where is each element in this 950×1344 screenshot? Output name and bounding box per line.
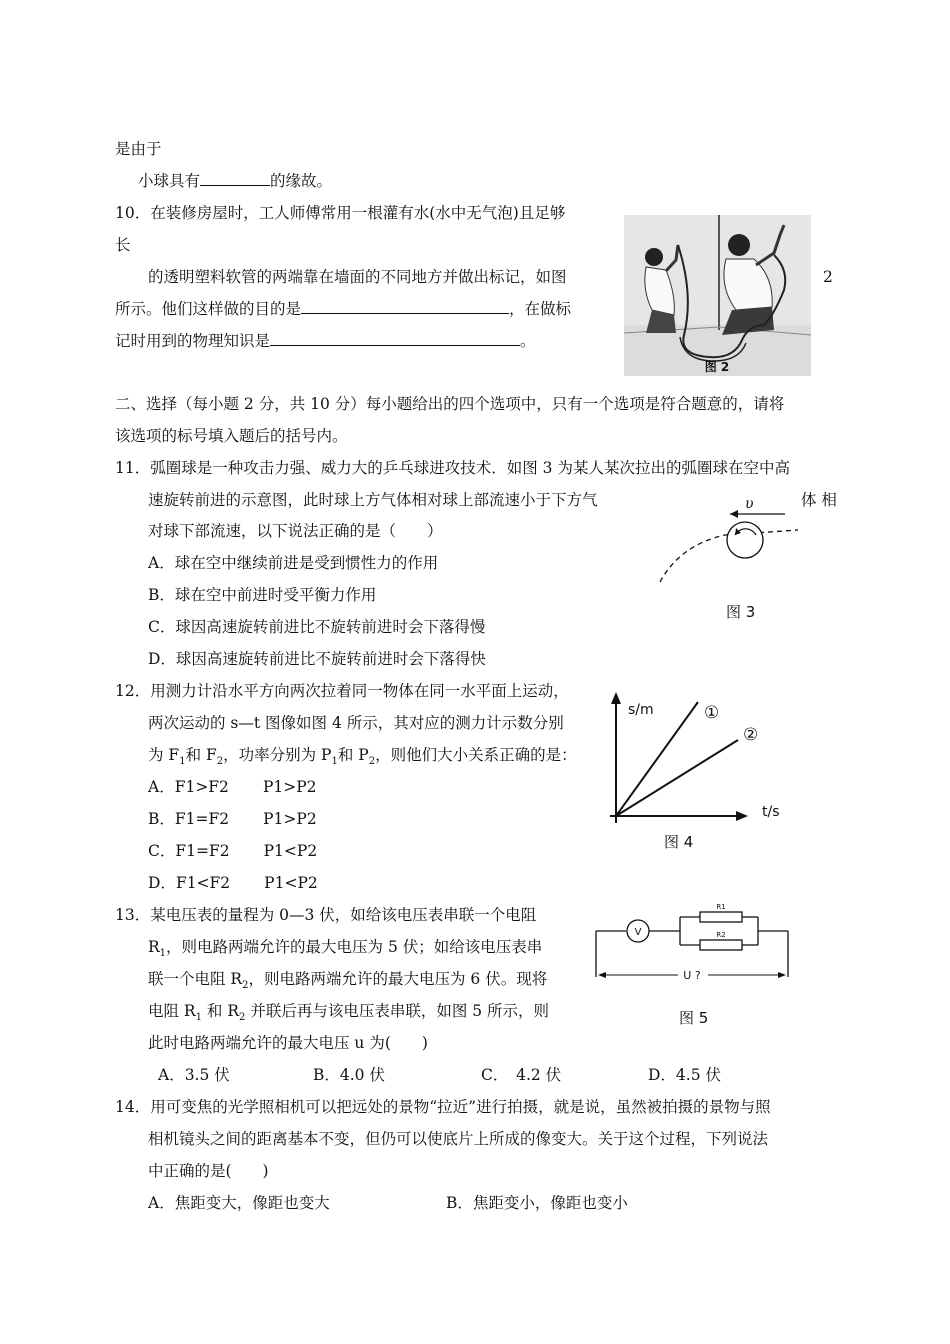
y-axis-arrow-icon bbox=[611, 692, 621, 704]
figure-4-x-label: t/s bbox=[762, 804, 780, 820]
q14-option-b[interactable]: B．焦距变小，像距也变小 bbox=[446, 1194, 628, 1212]
q13-line2 bbox=[148, 937, 542, 964]
q9-line2-end: 的缘故。 bbox=[270, 172, 333, 190]
q13-line4 bbox=[148, 1001, 549, 1028]
q14-line2: 相机镜头之间的距离基本不变，但仍可以使底片上所成的像变大。关于这个过程，下列说法 bbox=[148, 1130, 769, 1148]
q13-option-b[interactable]: B．4.0 伏 bbox=[313, 1066, 385, 1084]
q13-line2-b: ，则电路两端允许的最大电压为 5 伏；如给该电压表串 bbox=[166, 938, 543, 956]
q12-sub-f2: 2 bbox=[216, 756, 224, 768]
q13-line3 bbox=[148, 969, 547, 996]
q12-option-a[interactable] bbox=[148, 777, 317, 797]
figure-4-graph bbox=[600, 688, 790, 828]
q10-line2: 长 bbox=[115, 236, 131, 254]
u-label: U ? bbox=[683, 969, 701, 982]
q12-option-c[interactable] bbox=[148, 841, 317, 861]
q12-option-a-power: P1>P2 bbox=[262, 778, 317, 796]
figure-4-line-2-label: ② bbox=[743, 725, 759, 745]
q11-option-c[interactable]: C．球因高速旋转前进比不旋转前进时会下落得慢 bbox=[148, 618, 486, 636]
q9-blank[interactable] bbox=[200, 171, 270, 186]
q12-sub-p1: 1 bbox=[331, 756, 338, 768]
q12-line3-e: ，则他们大小关系正确的是： bbox=[375, 746, 577, 764]
q12-option-b-power: P1>P2 bbox=[263, 810, 317, 828]
q10-line5-text: 记时用到的物理知识是 bbox=[115, 332, 271, 350]
q12-line3-a: 为 F bbox=[148, 746, 180, 764]
figure-3-diagram bbox=[650, 490, 800, 590]
q11-line3: 对球下部流速，以下说法正确的是（ ） bbox=[148, 522, 443, 540]
figure-3-caption: 图 3 bbox=[726, 603, 756, 621]
q10-line3-num: 2 bbox=[823, 268, 833, 286]
q11-line2: 速旋转前进的示意图，此时球上方气体相对球上部流速小于下方气 bbox=[148, 491, 598, 509]
q13-option-a[interactable]: A．3.5 伏 bbox=[158, 1066, 230, 1084]
figure-2-label: 图 2 bbox=[704, 360, 730, 374]
ball bbox=[727, 522, 763, 558]
q12-line2: 两次运动的 s—t 图像如图 4 所示，其对应的测力计示数分别 bbox=[148, 714, 564, 732]
q12-option-a-letter: A． bbox=[148, 778, 175, 796]
r2-label: R2 bbox=[716, 931, 726, 939]
q12-option-a-force: F1>F2 bbox=[174, 778, 229, 796]
figure-3-velocity-label: υ bbox=[745, 496, 754, 512]
q13-line4-a: 电阻 R bbox=[148, 1002, 196, 1020]
section2-line2: 该选项的标号填入题后的括号内。 bbox=[115, 427, 348, 445]
q12-line1: 12．用测力计沿水平方向两次拉着同一物体在同一水平面上运动， bbox=[115, 682, 569, 700]
q12-option-b-force: F1=F2 bbox=[174, 810, 230, 828]
q13-line5: 此时电路两端允许的最大电压 u 为( ) bbox=[148, 1034, 428, 1052]
q13-line1: 13．某电压表的量程为 0—3 伏，如给该电压表串联一个电阻 bbox=[115, 906, 537, 924]
q12-line3 bbox=[148, 745, 577, 772]
q10-line1: 10．在装修房屋时，工人师傅常用一根灌有水(水中无气泡)且足够 bbox=[115, 204, 566, 222]
q14-line3: 中正确的是( ) bbox=[148, 1162, 269, 1180]
q13-option-c[interactable]: C． 4.2 伏 bbox=[481, 1066, 562, 1084]
q14-line1: 14．用可变焦的光学照相机可以把远处的景物“拉近”进行拍摄，就是说，虽然被拍摄的景物与照 bbox=[115, 1098, 771, 1116]
q9-line1: 是由于 bbox=[115, 140, 162, 158]
section2-line1: 二、选择（每小题 2 分，共 10 分）每小题给出的四个选项中，只有一个选项是符合题意的，请将 bbox=[115, 395, 785, 413]
q10-line3: 的透明塑料软管的两端靠在墙面的不同地方并做出标记，如图 bbox=[148, 268, 567, 286]
r1-label: R1 bbox=[716, 903, 726, 911]
figure-4-line-1 bbox=[616, 702, 698, 816]
q10-line4 bbox=[115, 299, 571, 319]
voltmeter-label: V bbox=[634, 927, 642, 938]
q12-line3-b: 和 F bbox=[185, 746, 217, 764]
q13-line4-c: 并联后再与该电压表串联，如图 5 所示，则 bbox=[245, 1002, 550, 1020]
q11-line1: 11．弧圈球是一种攻击力强、威力大的乒乓球进攻技术．如图 3 为某人某次拉出的弧圈球在空中高 bbox=[115, 459, 790, 477]
q12-option-c-power: P1<P2 bbox=[263, 842, 318, 860]
q10-line5 bbox=[115, 331, 536, 351]
q13-line3-b: ，则电路两端允许的最大电压为 6 伏。现将 bbox=[248, 970, 548, 988]
q10-line4-end: ，在做标 bbox=[509, 300, 572, 318]
q10-line5-end: 。 bbox=[520, 332, 536, 350]
figure-2-photo bbox=[624, 215, 811, 376]
q12-option-d-power: P1<P2 bbox=[264, 874, 318, 892]
q14-option-a[interactable]: A．焦距变大，像距也变大 bbox=[148, 1194, 330, 1212]
resistor-r1 bbox=[700, 912, 742, 922]
q12-option-d-letter: D． bbox=[148, 874, 176, 892]
q13-line4-b: 和 R bbox=[201, 1002, 240, 1020]
q13-sub-r2: 2 bbox=[242, 980, 249, 992]
q11-line2-end: 体 相 bbox=[801, 491, 837, 509]
q13-line2-a: R bbox=[148, 938, 160, 956]
q12-option-d-force: F1<F2 bbox=[175, 874, 231, 892]
q12-option-c-letter: C． bbox=[148, 842, 176, 860]
figure-4-caption: 图 4 bbox=[664, 833, 694, 851]
figure-5-circuit bbox=[590, 895, 795, 990]
velocity-arrow-icon bbox=[730, 510, 738, 518]
q12-option-c-force: F1=F2 bbox=[175, 842, 230, 860]
q10-line4-text: 所示。他们这样做的目的是 bbox=[115, 300, 302, 318]
q12-sub-p2: 2 bbox=[368, 756, 376, 768]
q12-line3-d: 和 P bbox=[337, 746, 369, 764]
figure-5-caption: 图 5 bbox=[679, 1009, 709, 1027]
q12-sub-f1: 1 bbox=[179, 756, 186, 768]
q10-blank-knowledge[interactable] bbox=[270, 331, 520, 346]
q13-line3-a: 联一个电阻 R bbox=[148, 970, 243, 988]
q11-option-b[interactable]: B．球在空中前进时受平衡力作用 bbox=[148, 586, 377, 604]
q11-option-a[interactable]: A．球在空中继续前进是受到惯性力的作用 bbox=[148, 554, 439, 572]
q11-option-d[interactable]: D．球因高速旋转前进比不旋转前进时会下落得快 bbox=[148, 650, 486, 668]
q10-blank-purpose[interactable] bbox=[301, 299, 509, 314]
q13-sub-r1b: 1 bbox=[195, 1012, 202, 1024]
figure-4-line-1-label: ① bbox=[704, 703, 720, 723]
u-right-arrow-icon bbox=[778, 972, 786, 978]
u-left-arrow-icon bbox=[598, 972, 606, 978]
q12-option-b-letter: B． bbox=[148, 810, 175, 828]
x-axis-arrow-icon bbox=[736, 811, 748, 821]
figure-4-y-label: s/m bbox=[628, 702, 654, 718]
q9-line2-text: 小球具有 bbox=[138, 172, 201, 190]
q12-line3-c: ，功率分别为 P bbox=[223, 746, 332, 764]
q13-sub-r1: 1 bbox=[159, 948, 167, 960]
q12-option-b[interactable] bbox=[148, 809, 317, 829]
q13-sub-r2b: 2 bbox=[239, 1012, 246, 1024]
figure-4-line-2 bbox=[616, 740, 738, 816]
q9-line2 bbox=[138, 171, 332, 191]
resistor-r2 bbox=[700, 940, 742, 950]
q13-option-d[interactable]: D．4.5 伏 bbox=[648, 1066, 722, 1084]
q12-option-d[interactable] bbox=[148, 873, 318, 893]
